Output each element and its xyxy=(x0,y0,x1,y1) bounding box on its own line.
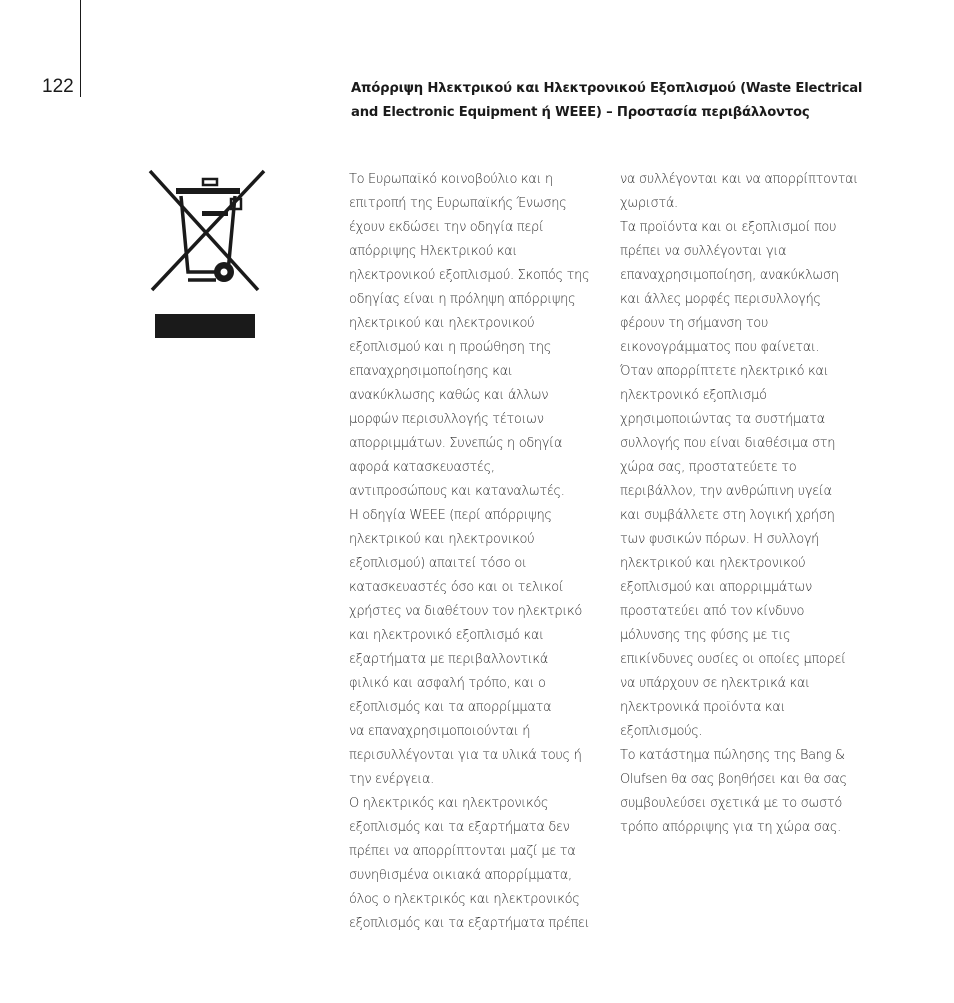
text-line: Το Ευρωπαϊκό κοινοβούλιο και η xyxy=(349,172,553,187)
text-line: όλος ο ηλεκτρικός και ηλεκτρονικός xyxy=(349,892,580,907)
text-line: πρέπει να απορρίπτονται μαζί με τα xyxy=(349,844,576,859)
text-line: κατασκευαστές όσο και οι τελικοί xyxy=(349,580,564,595)
text-line: ηλεκτρικού και ηλεκτρονικού xyxy=(620,556,806,571)
text-line: χώρα σας, προστατεύετε το xyxy=(620,460,797,475)
text-line: εξοπλισμού και απορριμμάτων xyxy=(620,580,812,595)
text-line: συμβουλεύσει σχετικά με το σωστό xyxy=(620,796,843,811)
crossed-out-wheeled-bin-icon xyxy=(148,168,266,294)
text-line: απορριμμάτων. Συνεπώς η οδηγία xyxy=(349,436,563,451)
text-line: Ο ηλεκτρικός και ηλεκτρονικός xyxy=(349,796,549,811)
text-line: και άλλες μορφές περισυλλογής xyxy=(620,292,821,307)
text-line: Τα προϊόντα και οι εξοπλισμοί που xyxy=(620,220,837,235)
text-line: χρήστες να διαθέτουν τον ηλεκτρικό xyxy=(349,604,582,619)
text-line: Olufsen θα σας βοηθήσει και θα σας xyxy=(620,772,847,787)
text-line: να επαναχρησιμοποιούνται ή xyxy=(349,724,531,739)
text-line: επικίνδυνες ουσίες οι οποίες μπορεί xyxy=(620,652,846,667)
text-line: εξοπλισμού) απαιτεί τόσο οι xyxy=(349,556,527,571)
text-line: ηλεκτρονικά προϊόντα και xyxy=(620,700,786,715)
text-line: εικονογράμματος που φαίνεται. xyxy=(620,340,820,355)
text-line: συνηθισμένα οικιακά απορρίμματα, xyxy=(349,868,572,883)
marking-bar xyxy=(155,314,255,338)
margin-rule xyxy=(80,0,81,97)
text-line: αντιπροσώπους και καταναλωτές. xyxy=(349,484,565,499)
text-line: Το κατάστημα πώλησης της Bang & xyxy=(620,748,845,763)
text-line: περισυλλέγονται για τα υλικά τους ή xyxy=(349,748,582,763)
text-line: ηλεκτρονικό εξοπλισμό xyxy=(620,388,767,403)
text-line: οδηγίας είναι η πρόληψη απόρριψης xyxy=(349,292,576,307)
heading-line-2: and Electronic Equipment ή WEEE) – Προστασία περιβάλλοντος xyxy=(351,105,810,120)
text-line: προστατεύει από τον κίνδυνο xyxy=(620,604,805,619)
text-line: των φυσικών πόρων. Η συλλογή xyxy=(620,532,820,547)
heading-line-1: Απόρριψη Ηλεκτρικού και Ηλεκτρονικού Εξοπλισμού (Waste Electrical xyxy=(351,81,863,96)
text-line: να συλλέγονται και να απορρίπτονται xyxy=(620,172,858,187)
text-line: επιτροπή της Ευρωπαϊκής Ένωσης xyxy=(349,196,567,211)
section-heading xyxy=(351,77,891,125)
text-line: απόρριψης Ηλεκτρικού και xyxy=(349,244,518,259)
text-line: εξοπλισμός και τα απορρίμματα xyxy=(349,700,552,715)
text-line: εξοπλισμός και τα εξαρτήματα πρέπει xyxy=(349,916,590,931)
text-line: αφορά κατασκευαστές, xyxy=(349,460,495,475)
text-line: εξοπλισμός και τα εξαρτήματα δεν xyxy=(349,820,570,835)
text-line: Όταν απορρίπτετε ηλεκτρικό και xyxy=(620,364,829,379)
text-line: επαναχρησιμοποίησης και xyxy=(349,364,513,379)
text-line: ηλεκτρικού και ηλεκτρονικού xyxy=(349,532,535,547)
text-line: χωριστά. xyxy=(620,196,678,211)
text-line: επαναχρησιμοποίηση, ανακύκλωση xyxy=(620,268,839,283)
text-line: εξοπλισμούς. xyxy=(620,724,703,739)
text-line: και συμβάλλετε στη λογική χρήση xyxy=(620,508,835,523)
page-number: 122 xyxy=(42,76,74,97)
text-line: εξαρτήματα με περιβαλλοντικά xyxy=(349,652,548,667)
text-line: ηλεκτρονικού εξοπλισμού. Σκοπός της xyxy=(349,268,590,283)
left-text-column xyxy=(349,168,619,936)
text-line: μορφών περισυλλογής τέτοιων xyxy=(349,412,544,427)
text-line: έχουν εκδώσει την οδηγία περί xyxy=(349,220,544,235)
text-line: να υπάρχουν σε ηλεκτρικά και xyxy=(620,676,810,691)
text-line: και ηλεκτρονικό εξοπλισμό και xyxy=(349,628,544,643)
text-line: φέρουν τη σήμανση του xyxy=(620,316,769,331)
text-line: ηλεκτρικού και ηλεκτρονικού xyxy=(349,316,535,331)
text-line: περιβάλλον, την ανθρώπινη υγεία xyxy=(620,484,832,499)
text-line: πρέπει να συλλέγονται για xyxy=(620,244,787,259)
text-line: εξοπλισμού και η προώθηση της xyxy=(349,340,551,355)
text-line: φιλικό και ασφαλή τρόπο, και ο xyxy=(349,676,546,691)
text-line: χρησιμοποιώντας τα συστήματα xyxy=(620,412,825,427)
text-line: ανακύκλωσης καθώς και άλλων xyxy=(349,388,549,403)
right-text-column xyxy=(620,168,920,840)
text-line: την ενέργεια. xyxy=(349,772,434,787)
text-line: συλλογής που είναι διαθέσιμα στη xyxy=(620,436,836,451)
text-line: τρόπο απόρριψης για τη χώρα σας. xyxy=(620,820,841,835)
text-line: μόλυνσης της φύσης με τις xyxy=(620,628,791,643)
text-line: Η οδηγία WEEE (περί απόρριψης xyxy=(349,508,552,523)
